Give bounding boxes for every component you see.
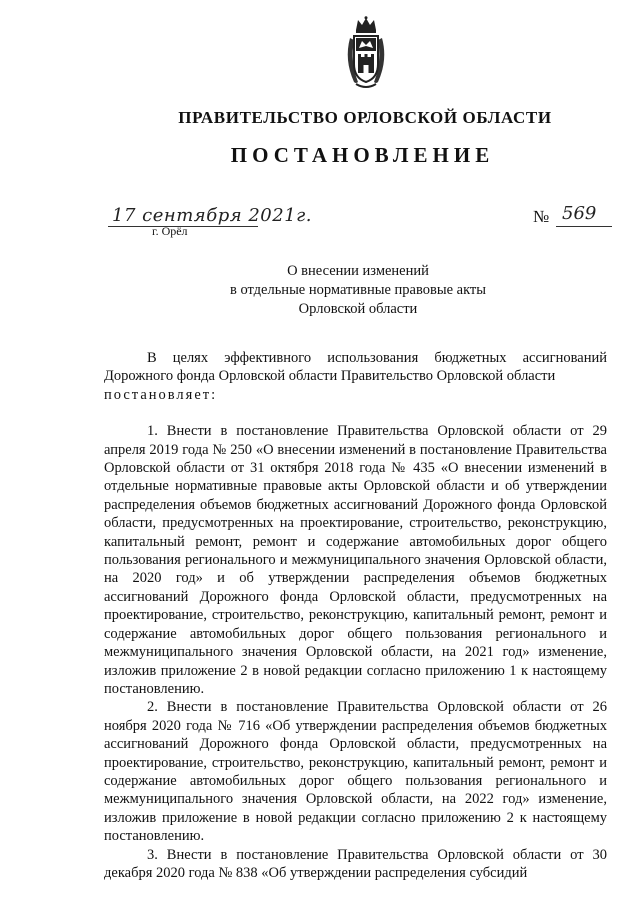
preamble-resolution-word: постановляет: <box>104 386 218 403</box>
number-underline <box>556 226 612 227</box>
document-subject <box>0 262 640 319</box>
subject-line: Орловской области <box>298 301 418 317</box>
organization-title: ПРАВИТЕЛЬСТВО ОРЛОВСКОЙ ОБЛАСТИ <box>178 108 552 127</box>
preamble-paragraph: В целях эффективного использования бюджетных ассигнований Дорожного фонда Орловской области Правительство Орловской области <box>104 350 607 385</box>
item-paragraph-3: 3. Внести в постановление Правительства Орловской области от 30 декабря 2020 года № 838 «Об утверждении распределения субсидий <box>104 846 607 881</box>
number-label: № <box>533 207 550 226</box>
item-paragraph-1: 1. Внести в постановление Правительства Орловской области от 29 апреля 2019 года № 250 «О внесении изменений в постановление Правительства Орловской области от 31 октября 2018 года № 435 «О внесении изменений в отдельные нормативные правовые акты Орловской области и об утверждении распределения объемов бюджетных ассигнований Дорожного фонда Орловской области, предусмотренных на проектирование, строительство, реконструкцию, капитальный ремонт, ремонт и содержание автомобильных дорог общего пользования регионального и межмуниципального значения Орловской области, на 2020 год» и об утверждении распределения объемов бюджетных ассигнований Дорожного фонда Орловской области, предусмотренных на проектирование, строительство, реконструкцию, капитальный ремонт, ремонт и содержание автомобильных дорог общего пользования регионального и межмуниципального значения Орловской области, на 2021 год» изменение, изложив приложение 2 в новой редакции согласно приложению 1 к настоящему постановлению. <box>104 423 607 697</box>
subject-line: в отдельные нормативные правовые акты <box>229 282 487 298</box>
city-label: г. Орёл <box>152 224 188 238</box>
document-body <box>104 349 607 882</box>
handwritten-date: 17 сентября 2021г. <box>112 205 312 226</box>
item-paragraph-2: 2. Внести в постановление Правительства Орловской области от 26 ноября 2020 года № 716 «Об утверждении распределения объемов бюджетных ассигнований Дорожного фонда Орловской области, предусмотренных на проектирование, строительство, реконструкцию, капитальный ремонт, ремонт и содержание автомобильных дорог общего пользования регионального и межмуниципального значения Орловской области, на 2022 год» изменение, изложив приложение в новой редакции согласно приложению 2 к настоящему постановлению. <box>104 699 607 845</box>
subject-line: О внесении изменений <box>287 263 429 279</box>
document-type-title: ПОСТАНОВЛЕНИЕ <box>230 143 495 167</box>
handwritten-number: 569 <box>562 203 597 224</box>
coat-of-arms-icon <box>342 16 390 90</box>
